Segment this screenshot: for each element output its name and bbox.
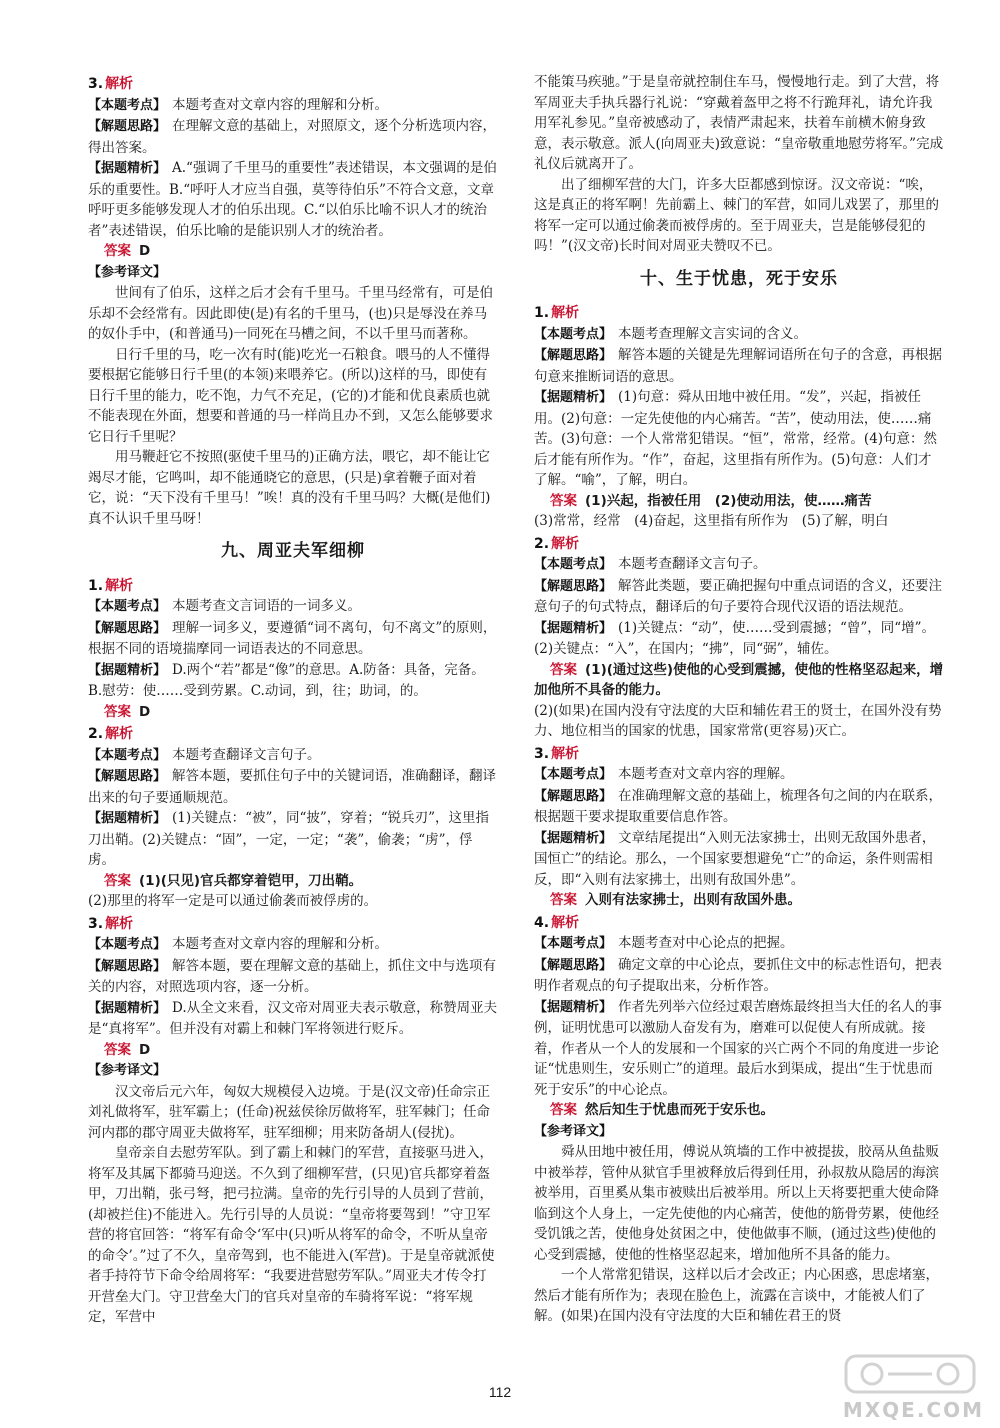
analysis-label: 解析 (551, 745, 580, 762)
section-tag: 【解题思路】 (88, 119, 167, 134)
section-tag: 【解题思路】 (88, 769, 167, 784)
analysis-text: 作者先列举六位经过艰苦磨炼最终担当大任的名人的事例，证明忧患可以激励人奋发有为，磨难可以促使人有所成就。接着，作者从一个人的发展和一个国家的兴亡两个不同的角度进一步论证“忧患则生，安乐则亡”的道理。最后水到渠成，提出“生于忧患而死于安乐”的中心论点。 (534, 998, 943, 1098)
answer-value: D (139, 243, 151, 259)
translation-paragraph: 汉文帝后元六年，匈奴大规模侵入边境。于是(汉文帝)任命宗正刘礼做将军，驻军霸上；(任命)祝兹侯徐厉做将军，驻军棘门；任命河内郡的郡守周亚夫做将军，驻军细柳；用来防备胡人(侵扰)。 (88, 1083, 491, 1141)
analysis-line (534, 618, 944, 660)
answer-label: 答案 (104, 1041, 131, 1058)
answer-value: (1)(通过这些)使他的心受到震撼，使他的性格坚忍起来，增加他所不具备的能力。 (534, 661, 944, 698)
analysis-label: 解析 (105, 726, 134, 742)
question-number: 2. (88, 726, 104, 742)
analysis-line (88, 660, 498, 702)
analysis-line (88, 808, 498, 871)
translation-paragraph: 世间有了伯乐，这样之后才会有千里马。千里马经常有，可是伯乐却不会经常有。因此即使(是)有名的千里马，(也)只是辱没在养马的奴仆手中，(和普通马)一同死在马槽之间，不以千里马而著称。 (88, 285, 493, 342)
lesson-title: 九、周亚夫军细柳 (221, 541, 365, 561)
answer-label: 答案 (550, 1102, 577, 1118)
analysis-line (534, 997, 944, 1101)
question-heading (88, 724, 498, 745)
answer-value: 然后知生于忧患而死于安乐也。 (585, 1102, 774, 1118)
question-heading (534, 303, 944, 324)
question-heading (88, 576, 498, 597)
translation-heading (534, 1121, 944, 1143)
answer-line (88, 702, 498, 723)
analysis-text: 解答本题，要抓住句子中的关键词语，准确翻译，翻译出来的句子要通顺规范。 (88, 768, 497, 806)
left-column (88, 72, 498, 1328)
translation-paragraph: 皇帝亲自去慰劳军队。到了霸上和棘门的军营，直接驱马进入，将军及其属下都骑马迎送。不久到了细柳军营，(只见)官兵都穿着盔甲，刀出鞘，张弓弩，把弓拉满。皇帝的先行引导的人员到了营前，(却被拦住)不能进入。先行引导的人员说：“皇帝将要驾到！”守卫军营的将官回答：“将军有命令‘军中(只)听从将军的命令，不听从皇帝的命令’。”过了不久，皇帝驾到，也不能进入(军营)。于是皇帝就派使者手持符节下命令给周将军：“我要进营慰劳军队。”周亚夫才传令打开营垒大门。守卫营垒大门的官兵对皇帝的车骑将军说：“将军规定，军营中 (88, 1145, 495, 1325)
translation-paragraph: 日行千里的马，吃一次有时(能)吃光一石粮食。喂马的人不懂得要根据它能够日行千里(的本领)来喂养它。(所以)这样的马，即使有日行千里的能力，吃不饱，力气不充足，(它的)才能和优良素质也就不能表现在外面，想要和普通的马一样尚且办不到，又怎么能够要求它日行千里呢？ (88, 346, 493, 445)
question-heading (534, 744, 944, 765)
analysis-text: (1)句意：舜从田地中被任用。“发”，兴起，指被任用。(2)句意：一定先使他的内心痛苦。“苦”，使动用法，使……痛苦。(3)句意：一个人常常犯错误。“恒”，常常，经常。(4)句意：然后才能有所作为。“作”，奋起，这里指有所作为。(5)句意：人们才了解。“喻”，了解，明白。 (534, 389, 938, 488)
translation-heading (88, 1060, 498, 1082)
analysis-line (88, 998, 498, 1040)
answer-label: 答案 (104, 243, 131, 259)
analysis-text: A.“强调了千里马的重要性”表述错误，本文强调的是伯乐的重要性。B.“呼吁人才应当自强，莫等待伯乐”不符合文意，文章呼吁更多能够发现人才的伯乐出现。C.“以伯乐比喻不识人才的统治者”表述错误，伯乐比喻的是能识别人才的统治者。 (88, 160, 497, 239)
answer-line (534, 890, 944, 911)
analysis-text: (1)关键点：“动”，使……受到震撼；“曾”，同“增”。(2)关键点：“入”，在国内；“拂”，同“弼”，辅佐。 (534, 619, 936, 657)
section-tag: 【据题精析】 (534, 620, 613, 636)
analysis-text: 解答此类题，要正确把握句中重点词语的含义，还要注意句子的句式特点，翻译后的句子要符合现代汉语的语法规范。 (534, 577, 943, 615)
section-tag: 【参考译文】 (534, 1123, 613, 1139)
answer-label: 答案 (550, 661, 577, 678)
answer-line (88, 241, 498, 262)
section-tag: 【本题考点】 (88, 747, 167, 763)
question-number: 1. (88, 577, 104, 594)
right-column (534, 72, 944, 1327)
answer-line (88, 1040, 498, 1061)
analysis-label: 解析 (105, 577, 134, 594)
analysis-text: (1)关键点：“被”，同“披”，穿着；“锐兵刃”，这里指刀出鞘。(2)关键点：“固”，一定，一定；“袭”，偷袭；“虏”，俘虏。 (88, 810, 490, 868)
answer-label: 答案 (550, 892, 577, 908)
question-heading (534, 534, 944, 555)
analysis-text: 文章结尾提出“入则无法家拂士，出则无敌国外患者，国恒亡”的结论。那么，一个国家要想避免“亡”的命运，条件则需相反，即“入则有法家拂士，出则有敌国外患”。 (534, 829, 936, 888)
analysis-text: 确定文章的中心论点，要抓住文中的标志性语句，把表明作者观点的句子提取出来，分析作答。 (534, 956, 943, 994)
section-tag: 【据题精析】 (88, 1000, 167, 1016)
question-number: 3. (88, 915, 104, 932)
analysis-text: 理解一词多义，要遵循“词不离句，句不离文”的原则，根据不同的语境揣摩同一词语表达的不同意思。 (88, 619, 497, 657)
section-tag: 【据题精析】 (534, 830, 613, 846)
section-tag: 【据题精析】 (534, 999, 613, 1015)
answer-line (534, 1100, 944, 1121)
analysis-line (534, 345, 944, 387)
analysis-label: 解析 (551, 305, 580, 321)
analysis-text: 本题考查翻译文言句子。 (172, 746, 321, 763)
analysis-line (88, 95, 498, 117)
answer-value: (1)(只见)官兵都穿着铠甲，刀出鞘。 (139, 872, 363, 889)
analysis-line (534, 387, 944, 491)
analysis-text: 本题考查对中心论点的把握。 (618, 935, 794, 951)
analysis-label: 解析 (105, 76, 134, 92)
analysis-text: 本题考查对文章内容的理解。 (618, 766, 794, 782)
answer-label: 答案 (104, 872, 131, 889)
section-tag: 【参考译文】 (88, 1063, 167, 1078)
analysis-text: 本题考查翻译文言句子。 (618, 556, 767, 572)
question-number: 1. (534, 305, 550, 321)
analysis-line (88, 618, 498, 660)
question-heading (88, 914, 498, 935)
analysis-text: 解答本题，要在理解文意的基础上，抓住文中与选项有关的内容，对照选项内容，逐一分析。 (88, 957, 497, 995)
translation-paragraph: 出了细柳军营的大门，许多大臣都感到惊讶。汉文帝说：“唉，这是真正的将军啊！先前霸上、棘门的军营，如同儿戏罢了，那里的将军一定可以通过偷袭而被俘虏的。至于周亚夫，岂是能够侵犯的吗！”(汉文帝)长时间对周亚夫赞叹不已。 (534, 176, 939, 254)
answer-value: (1)兴起，指被任用 (2)使动用法，使……痛苦 (585, 492, 872, 509)
translation-paragraph: 一个人常常犯错误，这样以后才会改正；内心困惑，思虑堵塞，然后才能有所作为；表现在脸色上，流露在言谈中，才能被人们了解。(如果)在国内没有守法度的大臣和辅佐君王的贤 (534, 1267, 939, 1324)
analysis-line (534, 786, 944, 828)
analysis-line (88, 116, 498, 158)
section-tag: 【解题思路】 (88, 958, 167, 974)
section-tag: 【本题考点】 (534, 936, 613, 951)
analysis-text: 本题考查理解文言实词的含义。 (618, 325, 808, 342)
question-number: 3. (88, 76, 104, 92)
analysis-text: D.从全文来看，汉文帝对周亚夫表示敬意，称赞周亚夫是“真将军”。但并没有对霸上和棘门军将领进行贬斥。 (88, 999, 498, 1037)
analysis-line (88, 956, 498, 998)
page-number: 112 (488, 1384, 512, 1400)
section-tag: 【据题精析】 (88, 811, 167, 826)
section-tag: 【据题精析】 (88, 662, 167, 678)
section-tag: 【本题考点】 (534, 326, 613, 342)
answer-value: D (139, 1041, 151, 1058)
analysis-text: 本题考查对文章内容的理解和分析。 (172, 96, 389, 113)
question-number: 3. (534, 745, 550, 762)
text-line: (2)(如果)在国内没有守法度的大臣和辅佐君王的贤士，在国外没有势力、地位相当的国家的忧患，国家常常(更容易)灭亡。 (534, 702, 942, 739)
translation-heading (88, 262, 498, 284)
section-tag: 【解题思路】 (534, 788, 613, 804)
section-tag: 【参考译文】 (88, 264, 167, 280)
analysis-line (534, 828, 944, 891)
section-tag: 【解题思路】 (534, 578, 613, 594)
analysis-text: 在准确理解文意的基础上，梳理各句之间的内在联系，根据题干要求提取重要信息作答。 (534, 787, 943, 825)
analysis-line (88, 596, 498, 618)
section-tag: 【本题考点】 (88, 599, 167, 614)
section-tag: 【本题考点】 (88, 97, 167, 113)
analysis-text: 在理解文意的基础上，对照原文，逐个分析选项内容，得出答案。 (88, 118, 497, 156)
answer-line (534, 491, 944, 512)
section-tag: 【本题考点】 (88, 937, 167, 952)
translation-paragraph: 用马鞭赶它不按照(驱使千里马的)正确方法，喂它，却不能让它竭尽才能，它鸣叫，却不能通晓它的意思，(只是)拿着鞭子面对着它，说：“天下没有千里马！”唉！真的没有千里马吗？大概(是他们)真不认识千里马呀！ (88, 449, 491, 527)
analysis-label: 解析 (551, 914, 580, 931)
answer-value: D (139, 703, 151, 720)
text-line: (3)常常，经常 (4)奋起，这里指有所作为 (5)了解，明白 (534, 513, 889, 529)
analysis-line (88, 745, 498, 767)
analysis-text: D.两个“若”都是“像”的意思。A.防备：具备，完备。B.慰劳：使……受到劳累。C.动词，到，往；助词，的。 (88, 661, 485, 699)
answer-label: 答案 (550, 492, 577, 509)
analysis-line (534, 324, 944, 346)
question-number: 4. (534, 914, 550, 931)
analysis-line (88, 766, 498, 808)
analysis-line (534, 764, 944, 786)
analysis-text: 本题考查对文章内容的理解和分析。 (172, 936, 389, 952)
answer-label: 答案 (104, 703, 131, 720)
section-tag: 【据题精析】 (534, 390, 613, 405)
answer-value: 入则有法家拂士，出则有敌国外患。 (585, 892, 801, 908)
analysis-line (534, 554, 944, 576)
analysis-line (534, 576, 944, 618)
text-line: (2)那里的将军一定是可以通过偷袭而被俘虏的。 (88, 893, 378, 909)
section-tag: 【解题思路】 (534, 957, 613, 973)
analysis-line (88, 158, 498, 241)
watermark-text: MXQE.COM (842, 1398, 984, 1422)
answer-line (88, 871, 498, 892)
analysis-label: 解析 (105, 915, 134, 932)
answer-line (534, 660, 944, 701)
lesson-title: 十、生于忧患，死于安乐 (640, 268, 838, 289)
question-heading (534, 913, 944, 934)
analysis-line (534, 955, 944, 997)
analysis-text: 本题考查文言词语的一词多义。 (172, 598, 362, 614)
section-tag: 【本题考点】 (534, 767, 613, 782)
section-tag: 【据题精析】 (88, 161, 167, 176)
section-tag: 【本题考点】 (534, 557, 613, 572)
analysis-line (534, 933, 944, 955)
question-number: 2. (534, 535, 550, 552)
text-line: 不能策马疾驰。”于是皇帝就控制住车马，慢慢地行走。到了大营，将军周亚夫手执兵器行礼说：“穿戴着盔甲之将不行跪拜礼，请允许我用军礼参见。”皇帝被感动了，表情严肃起来，扶着车前横木俯身致意，表示敬意。派人(向周亚夫)致意说：“皇帝敬重地慰劳将军。”完成礼仪后就离开了。 (534, 74, 944, 172)
section-tag: 【解题思路】 (88, 620, 167, 636)
question-heading (88, 74, 498, 95)
analysis-label: 解析 (551, 535, 580, 552)
analysis-line (88, 934, 498, 956)
translation-paragraph: 舜从田地中被任用，傅说从筑墙的工作中被提拔，胶鬲从鱼盐贩中被举荐，管仲从狱官手里被释放后得到任用，孙叔敖从隐居的海滨被举用，百里奚从集市被赎出后被举用。所以上天将要把重大使命降临到这个人身上，一定先使他的内心痛苦，使他的筋骨劳累，使他经受饥饿之苦，使他身处贫困之中，使他做事不顺，(通过这些)使他的心受到震撼，使他的性格坚忍起来，增加他所不具备的能力。 (534, 1144, 939, 1263)
section-tag: 【解题思路】 (534, 348, 613, 363)
analysis-text: 解答本题的关键是先理解词语所在句子的含意，再根据句意来推断词语的意思。 (534, 347, 943, 385)
